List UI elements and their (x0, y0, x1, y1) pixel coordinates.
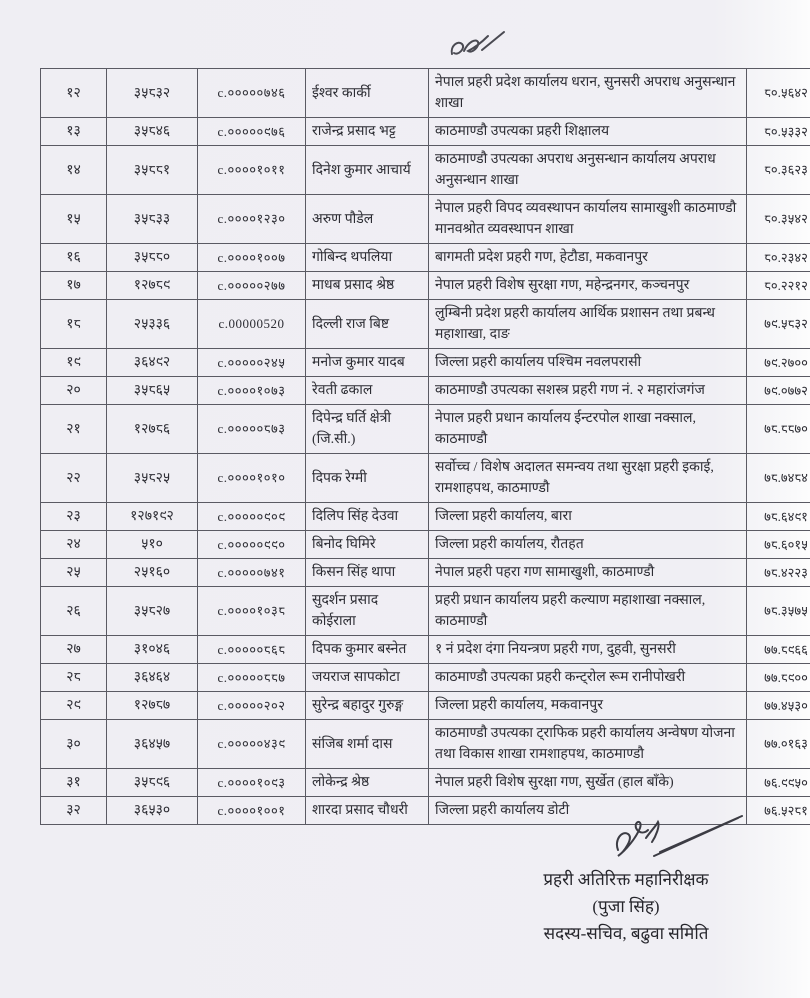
cell-serial-number: २२ (41, 454, 107, 503)
cell-officer-name: दिपक कुमार बस्नेत (306, 636, 429, 664)
cell-employee-code: c.०००००८६८ (198, 636, 306, 664)
cell-serial-number: १८ (41, 300, 107, 349)
cell-score: ७८.६०१५ (747, 531, 810, 559)
cell-regiment-number: ३६५३० (107, 797, 198, 825)
cell-regiment-number: २५१६० (107, 559, 198, 587)
cell-officer-name: दिपेन्द्र घर्ति क्षेत्री (जि.सी.) (306, 405, 429, 454)
cell-office: सर्वोच्च / विशेष अदालत समन्वय तथा सुरक्षा प्रहरी इकाई, रामशाहपथ, काठमाण्डौ (429, 454, 747, 503)
cell-serial-number: १९ (41, 349, 107, 377)
cell-serial-number: १३ (41, 118, 107, 146)
cell-regiment-number: ५१० (107, 531, 198, 559)
cell-serial-number: २७ (41, 636, 107, 664)
table-row (41, 146, 810, 195)
cell-office: काठमाण्डौ उपत्यका सशस्त्र प्रहरी गण नं. २ महारांजगंज (429, 377, 747, 405)
cell-employee-code: c.००००१००१ (198, 797, 306, 825)
cell-employee-code: c.०००००२४५ (198, 349, 306, 377)
table-row (41, 272, 810, 300)
cell-office: नेपाल प्रहरी प्रधान कार्यालय ईन्टरपोल शाखा नक्साल, काठमाण्डौ (429, 405, 747, 454)
signature-scribble (596, 812, 746, 864)
cell-regiment-number: ३५८३३ (107, 195, 198, 244)
cell-office: काठमाण्डौ उपत्यका प्रहरी शिक्षालय (429, 118, 747, 146)
cell-office: जिल्ला प्रहरी कार्यालय पश्चिम नवलपरासी (429, 349, 747, 377)
table-row (41, 692, 810, 720)
cell-serial-number: ३० (41, 720, 107, 769)
cell-officer-name: अरुण पौडेल (306, 195, 429, 244)
cell-score: ८०.५३३२ (747, 118, 810, 146)
signatory-role: सदस्य-सचिव, बढुवा समिति (543, 924, 709, 944)
cell-officer-name: लोकेन्द्र श्रेष्ठ (306, 769, 429, 797)
table-row (41, 244, 810, 272)
cell-employee-code: c.००००१०११ (198, 146, 306, 195)
cell-serial-number: १५ (41, 195, 107, 244)
ranking-table-body (41, 69, 810, 825)
cell-employee-code: c.०००००८८७ (198, 664, 306, 692)
cell-officer-name: जयराज सापकोटा (306, 664, 429, 692)
table-row (41, 195, 810, 244)
cell-officer-name: माधब प्रसाद श्रेष्ठ (306, 272, 429, 300)
cell-office: बागमती प्रदेश प्रहरी गण, हेटौडा, मकवानपुर (429, 244, 747, 272)
cell-office: नेपाल प्रहरी विशेष सुरक्षा गण, सुर्खेत (हाल बाँके) (429, 769, 747, 797)
cell-regiment-number: ३१०४६ (107, 636, 198, 664)
cell-score: ८०.२२१२ (747, 272, 810, 300)
table-row (41, 587, 810, 636)
cell-serial-number: २८ (41, 664, 107, 692)
cell-regiment-number: २५३३६ (107, 300, 198, 349)
cell-employee-code: c.०००००४३९ (198, 720, 306, 769)
cell-regiment-number: ३५८८१ (107, 146, 198, 195)
promotion-ranking-table (40, 68, 810, 825)
cell-regiment-number: ३६४५७ (107, 720, 198, 769)
cell-regiment-number: ३५८८० (107, 244, 198, 272)
cell-office: प्रहरी प्रधान कार्यालय प्रहरी कल्याण महाशाखा नक्साल, काठमाण्डौ (429, 587, 747, 636)
table-row (41, 118, 810, 146)
cell-employee-code: c.००००१०३८ (198, 587, 306, 636)
cell-serial-number: २४ (41, 531, 107, 559)
cell-score: ७९.५८३२ (747, 300, 810, 349)
table-row (41, 664, 810, 692)
cell-employee-code: c.०००००९०९ (198, 503, 306, 531)
cell-serial-number: २९ (41, 692, 107, 720)
table-row (41, 769, 810, 797)
cell-score: ७८.७४८४ (747, 454, 810, 503)
cell-regiment-number: १२७१९२ (107, 503, 198, 531)
signature-block (486, 812, 766, 948)
cell-employee-code: c.०००००९९० (198, 531, 306, 559)
handwritten-initials-mark (438, 24, 528, 66)
table-row (41, 69, 810, 118)
cell-office: जिल्ला प्रहरी कार्यालय, बारा (429, 503, 747, 531)
cell-office: जिल्ला प्रहरी कार्यालय, रौतहत (429, 531, 747, 559)
cell-score: ८०.३६२३ (747, 146, 810, 195)
cell-employee-code: c.०००००७४६ (198, 69, 306, 118)
cell-score: ७९.२७०० (747, 349, 810, 377)
cell-employee-code: c.०००००७४१ (198, 559, 306, 587)
cell-employee-code: c.००००१०१० (198, 454, 306, 503)
cell-employee-code: c.००००१०९३ (198, 769, 306, 797)
cell-officer-name: सुदर्शन प्रसाद कोईराला (306, 587, 429, 636)
cell-serial-number: २३ (41, 503, 107, 531)
cell-officer-name: मनोज कुमार यादब (306, 349, 429, 377)
signatory-title: प्रहरी अतिरिक्त महानिरीक्षक (543, 870, 709, 889)
cell-employee-code: c.००००१२३० (198, 195, 306, 244)
cell-score: ७६.९९५० (747, 769, 810, 797)
cell-serial-number: २१ (41, 405, 107, 454)
cell-officer-name: शारदा प्रसाद चौधरी (306, 797, 429, 825)
cell-office: जिल्ला प्रहरी कार्यालय डोटी (429, 797, 747, 825)
cell-regiment-number: ३५८६५ (107, 377, 198, 405)
table-row (41, 349, 810, 377)
table-row (41, 636, 810, 664)
cell-office: नेपाल प्रहरी प्रदेश कार्यालय धरान, सुनसरी अपराध अनुसन्धान शाखा (429, 69, 747, 118)
cell-score: ७८.३५७५ (747, 587, 810, 636)
table-row (41, 531, 810, 559)
cell-regiment-number: ३५८३२ (107, 69, 198, 118)
cell-officer-name: रेवती ढकाल (306, 377, 429, 405)
cell-employee-code: c.०००००९७६ (198, 118, 306, 146)
cell-serial-number: ३२ (41, 797, 107, 825)
cell-score: ७७.४५३० (747, 692, 810, 720)
table-row (41, 720, 810, 769)
cell-serial-number: १६ (41, 244, 107, 272)
cell-officer-name: राजेन्द्र प्रसाद भट्ट (306, 118, 429, 146)
cell-score: ७८.८८७० (747, 405, 810, 454)
table-row (41, 300, 810, 349)
cell-office: १ नं प्रदेश दंगा नियन्त्रण प्रहरी गण, दुहवी, सुनसरी (429, 636, 747, 664)
cell-officer-name: ईश्वर कार्की (306, 69, 429, 118)
cell-regiment-number: ३५८२५ (107, 454, 198, 503)
cell-score: ८०.५६४२ (747, 69, 810, 118)
cell-officer-name: दिनेश कुमार आचार्य (306, 146, 429, 195)
cell-officer-name: गोबिन्द थपलिया (306, 244, 429, 272)
cell-score: ७८.४२२३ (747, 559, 810, 587)
table-row (41, 503, 810, 531)
cell-regiment-number: १२७८७ (107, 692, 198, 720)
signatory-name: (पुजा सिंह) (592, 897, 660, 917)
cell-regiment-number: ३६४६४ (107, 664, 198, 692)
cell-officer-name: किसन सिंह थापा (306, 559, 429, 587)
cell-score: ७७.८९०० (747, 664, 810, 692)
cell-employee-code: c.००००१००७ (198, 244, 306, 272)
cell-office: काठमाण्डौ उपत्यका ट्राफिक प्रहरी कार्यालय अन्वेषण योजना तथा विकास शाखा रामशाहपथ, काठमाण्डौ (429, 720, 747, 769)
table-row (41, 559, 810, 587)
cell-employee-code: c.०००००२७७ (198, 272, 306, 300)
cell-office: काठमाण्डौ उपत्यका अपराध अनुसन्धान कार्यालय अपराध अनुसन्धान शाखा (429, 146, 747, 195)
cell-officer-name: संजिब शर्मा दास (306, 720, 429, 769)
cell-serial-number: १४ (41, 146, 107, 195)
cell-score: ८०.३५४२ (747, 195, 810, 244)
cell-office: नेपाल प्रहरी विपद व्यवस्थापन कार्यालय सामाखुशी काठमाण्डौ मानवश्रोत व्यवस्थापन शाखा (429, 195, 747, 244)
cell-employee-code: c.00000520 (198, 300, 306, 349)
cell-regiment-number: १२७८९ (107, 272, 198, 300)
cell-regiment-number: ३५८२७ (107, 587, 198, 636)
cell-serial-number: २० (41, 377, 107, 405)
cell-employee-code: c.०००००२०२ (198, 692, 306, 720)
cell-serial-number: ३१ (41, 769, 107, 797)
table-row (41, 454, 810, 503)
cell-score: ८०.२३४२ (747, 244, 810, 272)
cell-regiment-number: ३५८४६ (107, 118, 198, 146)
cell-employee-code: c.०००००८७३ (198, 405, 306, 454)
cell-officer-name: दिल्ली राज बिष्ट (306, 300, 429, 349)
cell-office: नेपाल प्रहरी पहरा गण सामाखुशी, काठमाण्डौ (429, 559, 747, 587)
cell-score: ७९.०७७२ (747, 377, 810, 405)
cell-office: नेपाल प्रहरी विशेष सुरक्षा गण, महेन्द्रनगर, कञ्चनपुर (429, 272, 747, 300)
cell-regiment-number: ३५८९६ (107, 769, 198, 797)
cell-score: ७७.०१६३ (747, 720, 810, 769)
cell-regiment-number: ३६४९२ (107, 349, 198, 377)
cell-serial-number: १७ (41, 272, 107, 300)
cell-officer-name: दिलिप सिंह देउवा (306, 503, 429, 531)
cell-officer-name: बिनोद घिमिरे (306, 531, 429, 559)
cell-officer-name: दिपक रेग्मी (306, 454, 429, 503)
cell-office: काठमाण्डौ उपत्यका प्रहरी कन्ट्रोल रूम रानीपोखरी (429, 664, 747, 692)
cell-office: लुम्बिनी प्रदेश प्रहरी कार्यालय आर्थिक प्रशासन तथा प्रबन्ध महाशाखा, दाङ (429, 300, 747, 349)
table-row (41, 377, 810, 405)
cell-score: ७७.८९६६ (747, 636, 810, 664)
cell-serial-number: १२ (41, 69, 107, 118)
cell-serial-number: २६ (41, 587, 107, 636)
cell-regiment-number: १२७८६ (107, 405, 198, 454)
cell-employee-code: c.००००१०७३ (198, 377, 306, 405)
cell-score: ७८.६४९१ (747, 503, 810, 531)
cell-office: जिल्ला प्रहरी कार्यालय, मकवानपुर (429, 692, 747, 720)
table-row (41, 405, 810, 454)
cell-officer-name: सुरेन्द्र बहादुर गुरुङ्ग (306, 692, 429, 720)
cell-score: ७६.५२८१ (747, 797, 810, 825)
cell-serial-number: २५ (41, 559, 107, 587)
